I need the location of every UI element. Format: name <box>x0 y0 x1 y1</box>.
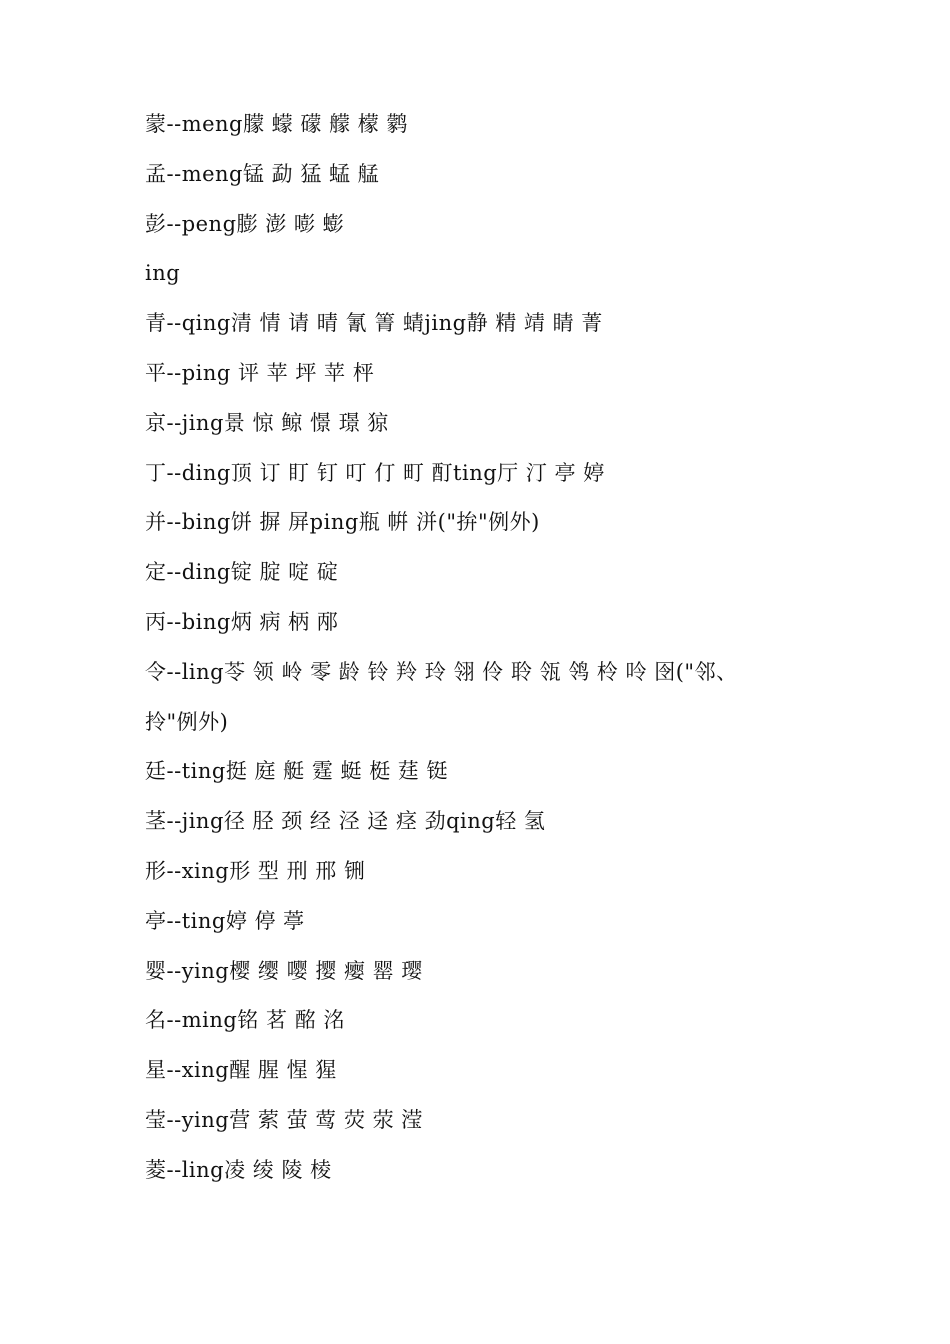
text-line: 亭--ting婷 停 葶 <box>145 908 305 933</box>
text-line: 星--xing醒 腥 惺 猩 <box>145 1058 337 1083</box>
text-line: 并--bing饼 摒 屏ping瓶 帲 洴("拚"例外) <box>145 510 540 535</box>
text-line: 形--xing形 型 刑 邢 铏 <box>145 858 366 883</box>
text-line: 拎"例外) <box>145 709 229 734</box>
text-line: 莹--ying营 萦 萤 莺 荧 荥 滢 <box>145 1107 423 1132</box>
text-line: 茎--jing径 胫 颈 经 泾 迳 痉 劲qing轻 氢 <box>145 809 546 834</box>
text-line: 彭--peng膨 澎 嘭 蟛 <box>145 211 345 236</box>
text-line: 菱--ling凌 绫 陵 棱 <box>145 1157 332 1182</box>
text-line: 定--ding锭 腚 啶 碇 <box>145 560 339 585</box>
section-heading: ing <box>145 261 181 286</box>
text-line: 名--ming铭 茗 酩 洺 <box>145 1008 345 1033</box>
text-line: 京--jing景 惊 鲸 憬 璟 猄 <box>145 410 389 435</box>
text-line: 丙--bing炳 病 柄 邴 <box>145 609 339 634</box>
text-line: 令--ling苓 领 岭 零 龄 铃 羚 玲 翎 伶 聆 瓴 鸰 柃 呤 囹("邻、 <box>145 659 738 684</box>
text-line: 孟--meng锰 勐 猛 蜢 艋 <box>145 161 380 186</box>
text-line: 丁--ding顶 订 盯 钉 叮 仃 町 酊ting厅 汀 亭 婷 <box>145 460 605 485</box>
text-line: 廷--ting挺 庭 艇 霆 蜓 梃 莛 铤 <box>145 759 449 784</box>
text-line: 婴--ying樱 缨 嘤 撄 瘿 罂 璎 <box>145 958 423 983</box>
rhyme-list <box>145 100 885 1196</box>
text-line: 青--qing清 情 请 晴 氰 箐 蜻jing静 精 靖 睛 菁 <box>145 311 603 336</box>
text-line: 平--ping 评 苹 坪 苹 枰 <box>145 360 375 385</box>
text-line: 蒙--meng朦 蠓 礞 艨 檬 鹲 <box>145 112 408 136</box>
